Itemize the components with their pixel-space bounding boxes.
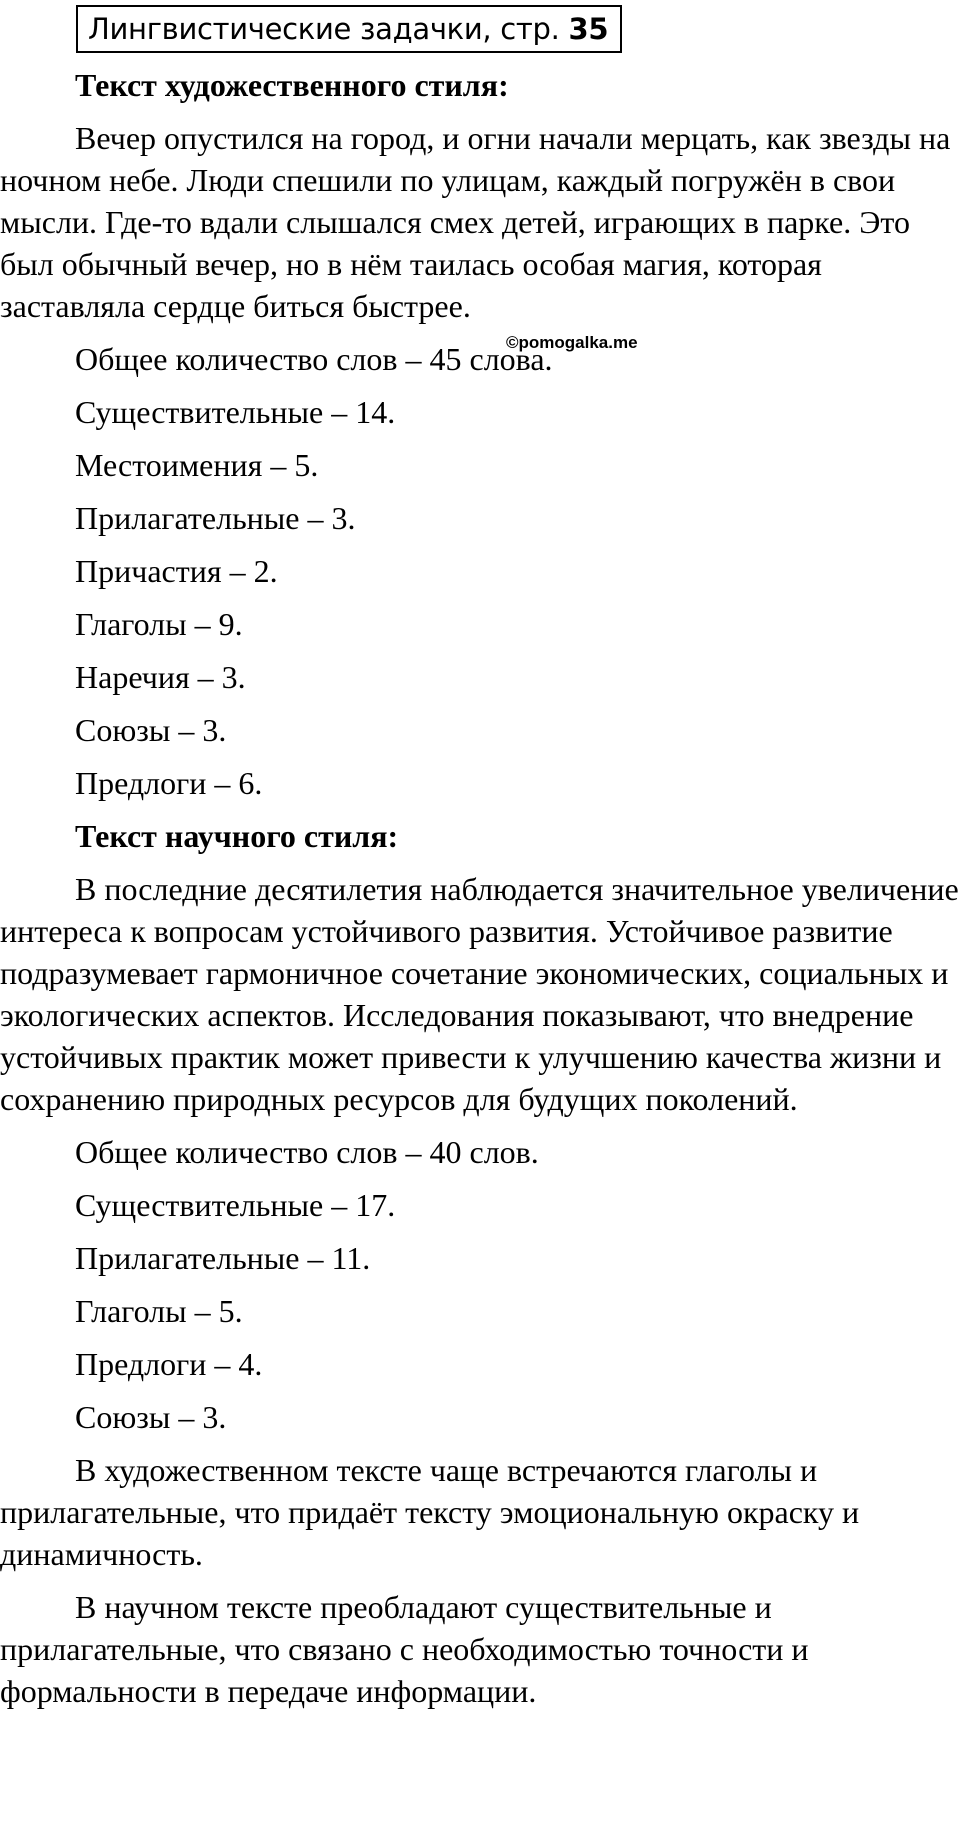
scientific-stat-nouns: Существительные – 17. xyxy=(75,1187,396,1223)
scientific-line: В последние десятилетия наблюдается значительное xyxy=(75,871,794,907)
artistic-line: звезды на ночном небе. Люди спешили по улицам, каждый xyxy=(0,120,951,198)
conclusion-line: прилагательные, что связано с необходимостью точности и xyxy=(0,1631,809,1667)
artistic-line: таилась особая магия, которая заставляла сердце биться xyxy=(0,246,822,324)
scientific-stat-total: Общее количество слов – 40 слов. xyxy=(75,1134,539,1170)
artistic-line: играющих в парке. Это был обычный вечер, но в нём xyxy=(0,204,910,282)
document-content xyxy=(0,64,960,1723)
artistic-stat-adverbs: Наречия – 3. xyxy=(75,659,246,695)
conclusion-scientific-paragraph xyxy=(0,1586,960,1712)
scientific-line: Исследования показывают, что внедрение устойчивых xyxy=(0,997,914,1075)
artistic-stat-prepositions: Предлоги – 6. xyxy=(75,765,263,801)
scientific-stat-conjunctions: Союзы – 3. xyxy=(75,1399,227,1435)
scientific-line: практик может привести к улучшению качества жизни и xyxy=(170,1039,942,1075)
page-header-box xyxy=(76,5,622,53)
header-page-number: 35 xyxy=(568,12,609,46)
conclusion-line: окраску и динамичность. xyxy=(0,1494,860,1572)
conclusion-line: прилагательные, что придаёт тексту эмоциональную xyxy=(0,1494,719,1530)
conclusion-line: В научном тексте преобладают существительные и xyxy=(75,1589,772,1625)
conclusion-artistic-paragraph xyxy=(0,1449,960,1575)
header-title: Лингвистические задачки, стр. xyxy=(88,12,560,46)
artistic-stat-adjectives: Прилагательные – 3. xyxy=(75,500,356,536)
artistic-stat-pronouns: Местоимения – 5. xyxy=(75,447,319,483)
artistic-stat-participles: Причастия – 2. xyxy=(75,553,278,589)
artistic-paragraph xyxy=(0,117,960,327)
scientific-line: Устойчивое развитие подразумевает гармоничное сочетание xyxy=(0,913,893,991)
scientific-stat-adjectives: Прилагательные – 11. xyxy=(75,1240,371,1276)
artistic-stat-nouns: Существительные – 14. xyxy=(75,394,396,430)
scientific-paragraph xyxy=(0,868,960,1120)
artistic-line: быстрее. xyxy=(352,288,471,324)
scientific-stat-prepositions: Предлоги – 4. xyxy=(75,1346,263,1382)
artistic-line: погружён в свои мысли. Где-то вдали слышался смех детей, xyxy=(0,162,896,240)
scientific-line: сохранению природных ресурсов для будущих поколений. xyxy=(0,1081,798,1117)
scientific-line: экономических, социальных и экологических аспектов. xyxy=(0,955,949,1033)
artistic-stat-conjunctions: Союзы – 3. xyxy=(75,712,227,748)
artistic-stat-verbs: Глаголы – 9. xyxy=(75,606,243,642)
conclusion-line: формальности в передаче информации. xyxy=(0,1673,537,1709)
watermark: ©pomogalka.me xyxy=(506,333,638,352)
artistic-heading: Текст художественного стиля: xyxy=(75,67,509,103)
scientific-line: увеличение интереса к вопросам устойчивого развития. xyxy=(0,871,959,949)
scientific-heading: Текст научного стиля: xyxy=(75,818,399,854)
artistic-stat-total: Общее количество слов – 45 слова. xyxy=(75,341,553,377)
conclusion-line: В художественном тексте чаще встречаются глаголы и xyxy=(75,1452,818,1488)
scientific-stat-verbs: Глаголы – 5. xyxy=(75,1293,243,1329)
artistic-line: Вечер опустился на город, и огни начали мерцать, как xyxy=(75,120,811,156)
